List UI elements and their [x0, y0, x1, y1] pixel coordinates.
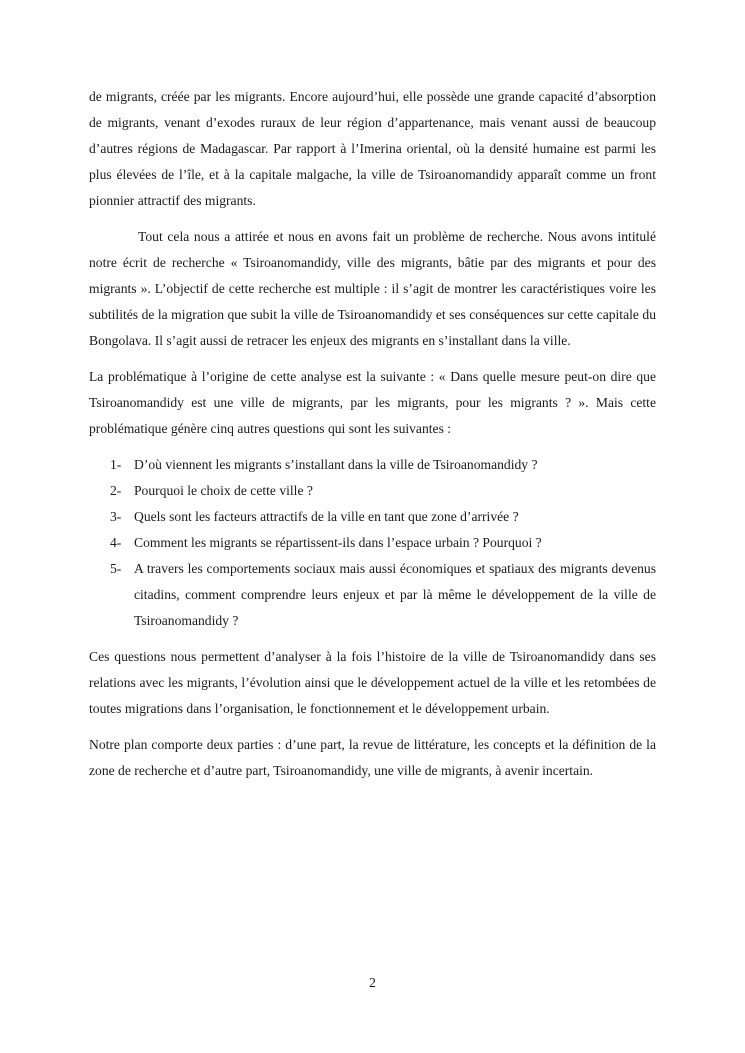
list-item-text: Quels sont les facteurs attractifs de la ville en tant que zone d’arrivée ?	[134, 509, 519, 524]
list-item-text: Comment les migrants se répartissent-ils dans l’espace urbain ? Pourquoi ?	[134, 535, 542, 550]
paragraph-intro-continuation: de migrants, créée par les migrants. Encore aujourd’hui, elle possède une grande capacité d’absorption de migrants, venant d’exodes ruraux de leur région d’appartenance, mais venant aussi de beaucoup d’autres régions de Madagascar. Par rapport à l’Imerina oriental, où la densité humaine est parmi les plus élevées de l’île, et à la capitale malgache, la ville de Tsiroanomandidy apparaît comme un front pionnier attractif des migrants.	[89, 89, 656, 208]
list-item	[89, 556, 656, 634]
paragraph-plan: Notre plan comporte deux parties : d’une part, la revue de littérature, les concepts et la définition de la zone de recherche et d’autre part, Tsiroanomandidy, une ville de migrants, à avenir incertain.	[89, 737, 656, 778]
list-item-text: D’où viennent les migrants s’installant dans la ville de Tsiroanomandidy ?	[134, 457, 538, 472]
list-item-text: Pourquoi le choix de cette ville ?	[134, 483, 313, 498]
list-item	[89, 478, 656, 504]
list-item	[89, 530, 656, 556]
list-item	[89, 452, 656, 478]
questions-list	[89, 452, 656, 634]
list-item	[89, 504, 656, 530]
document-body	[89, 84, 656, 784]
list-item-number: 5-	[110, 561, 122, 576]
paragraph-problematic: La problématique à l’origine de cette analyse est la suivante : « Dans quelle mesure peut-on dire que Tsiroanomandidy est une ville de migrants, par les migrants, pour les migrants ? ». Mais cette problématique génère cinq autres questions qui sont les suivantes :	[89, 369, 656, 436]
list-item-number: 4-	[110, 535, 122, 550]
list-item-text: A travers les comportements sociaux mais aussi économiques et spatiaux des migrants devenus citadins, comment comprendre leurs enjeux et par là même le développement de la ville de Tsiroanomandidy ?	[134, 561, 656, 628]
list-item-number: 1-	[110, 457, 122, 472]
paragraph-questions-purpose: Ces questions nous permettent d’analyser à la fois l’histoire de la ville de Tsiroanomandidy dans ses relations avec les migrants, l’évolution ainsi que le développement actuel de la ville et les retombées de toutes migrations dans l’organisation, le fonctionnement et le développement urbain.	[89, 649, 656, 716]
list-item-number: 2-	[110, 483, 122, 498]
page-number: 2	[369, 975, 376, 990]
list-item-number: 3-	[110, 509, 122, 524]
paragraph-research-topic: Tout cela nous a attirée et nous en avons fait un problème de recherche. Nous avons intitulé notre écrit de recherche « Tsiroanomandidy, ville des migrants, bâtie par des migrants et pour des migrants ». L’objectif de cette recherche est multiple : il s’agit de montrer les caractéristiques voire les subtilités de la migration que subit la ville de Tsiroanomandidy et ses conséquences sur cette capitale du Bongolava. Il s’agit aussi de retracer les enjeux des migrants en s’installant dans la ville.	[89, 229, 656, 348]
